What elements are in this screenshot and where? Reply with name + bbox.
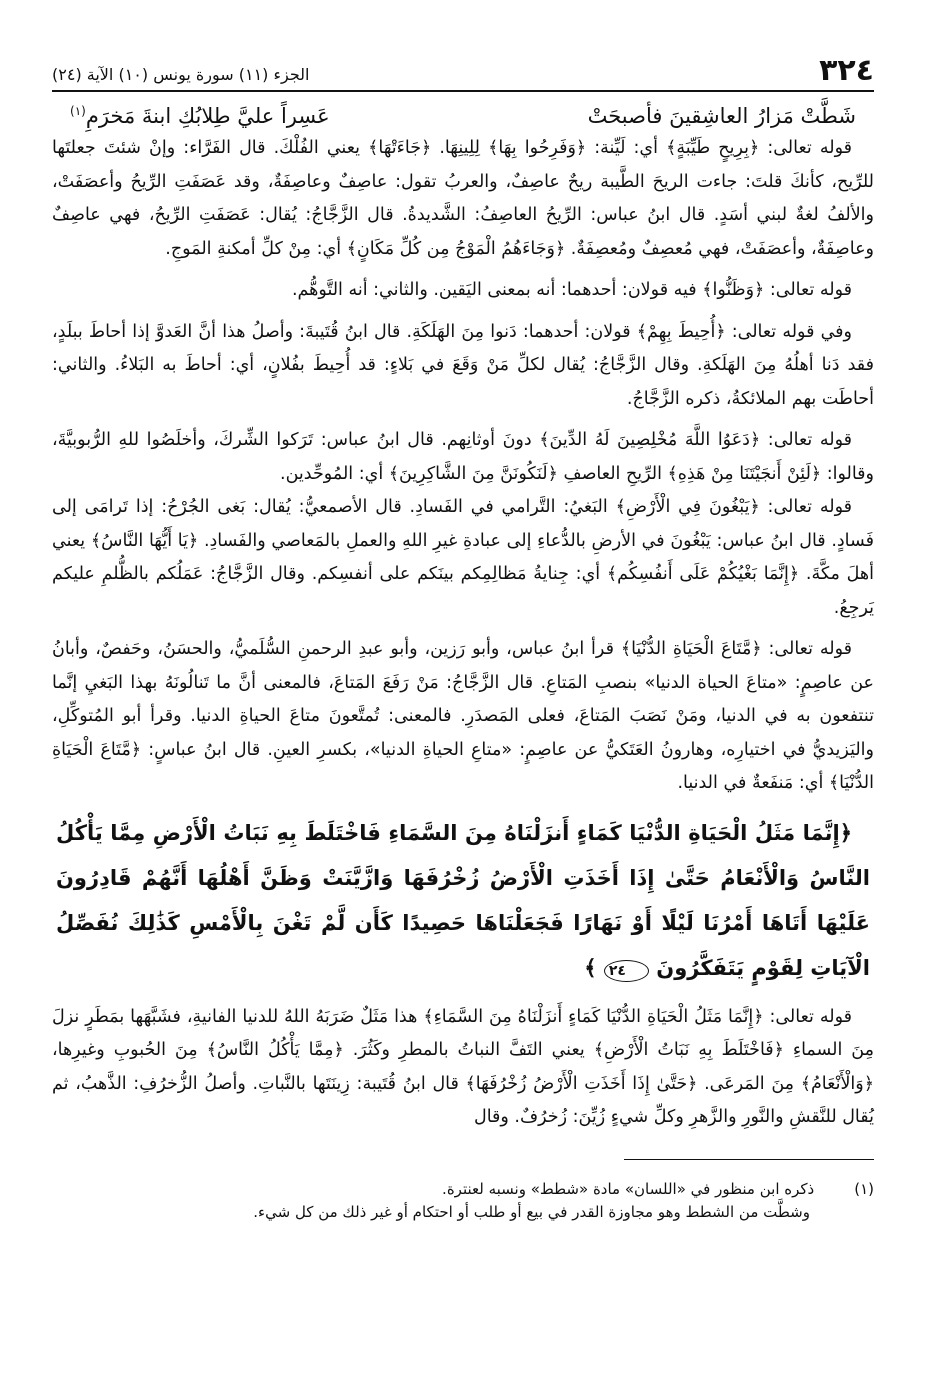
commentary-body [52,132,874,801]
commentary-body-continued [52,1001,874,1135]
paragraph: قوله تعالى: ﴿بِرِيحٍ طَيِّبَةٍ﴾ أي: لَيِّنة: ﴿وَفَرِحُوا بِهَا﴾ لِلِينِهَا. ﴿جَاءَتْهَا﴾ يعني الفُلْكَ. قال الفَرَّاء: وإنْ شئتَ جعلتَها للرِّيح، كأنكَ قلتَ: جاءت الريحَ الطَّيبة ريحٌ عاصِفٌ، والعربُ تقول: عاصِفٌ وعاصِفَةٌ، وقد عَصَفَتِ الرِّيحُ وأعصَفَتْ، والألفُ لغةٌ لبني أسَدٍ. قال ابنُ عباس: الرِّيحُ العاصِفُ: الشَّديدةُ. قال الزَّجَّاجُ: يُقال: عَصَفَتِ الرِّيحُ، فهي عاصِفٌ وعاصِفَةٌ، وأعصَفَتْ، فهي مُعصِفٌ ومُعصِفَةٌ. ﴿وَجَاءَهُمُ الْمَوْجُ مِن كُلِّ مَكَانٍ﴾ أي: مِنْ كلِّ أمكنةِ المَوجِ. [52,138,874,259]
page-header [52,40,874,92]
footnote-divider [624,1159,874,1160]
paragraph: وفي قوله تعالى: ﴿أُحِيطَ بِهِمْ﴾ قولان: أحدهما: دَنوا مِنَ الهَلَكَةِ. قال ابنُ قُتَيبةَ: وأصلُ هذا أنَّ العَدوَّ إذا أحاطَ ببلَدٍ، فقد دَنا أهلُهُ مِنَ الهَلَكةِ. وقال الزَّجَّاجُ: يُقال لكلِّ مَنْ وَقَعَ في بَلاءٍ: قد أُحِيطَ بفُلانٍ، أي: أحاطَ به البَلاءُ. والثاني: أحاطَت بهم الملائكةُ، ذكره الزَّجَّاجُ. [52,321,874,409]
paragraph: قوله تعالى: ﴿وَظَنُّوا﴾ فيه قولان: أحدهما: أنه بمعنى اليَقين. والثاني: أنه التَّوهُّم. [291,280,852,300]
verse-left-hemistich: عَسِراً عليَّ طِلابُكِ ابنةَ مَخرَمِ$^{(١)}$ [70,104,330,128]
running-title: الجزء (١١) سورة يونس (١٠) الآية (٢٤) [52,65,310,84]
quran-verse-block [56,811,870,991]
quran-verse-text: ﴿إِنَّمَا مَثَلُ الْحَيَاةِ الدُّنْيَا كَمَاءٍ أَنزَلْنَاهُ مِنَ السَّمَاءِ فَاخْتَلَطَ بِهِ نَبَاتُ الْأَرْضِ مِمَّا يَأْكُلُ النَّاسُ وَالْأَنْعَامُ حَتَّىٰ إِذَا أَخَذَتِ الْأَرْضُ زُخْرُفَهَا وَازَّيَّنَتْ وَظَنَّ أَهْلُهَا أَنَّهُمْ قَادِرُونَ عَلَيْهَا أَتَاهَا أَمْرُنَا لَيْلًا أَوْ نَهَارًا فَجَعَلْنَاهَا حَصِيدًا كَأَن لَّمْ تَغْنَ بِالْأَمْسِ كَذَٰلِكَ نُفَصِّلُ الْآيَاتِ لِقَوْمٍ يَتَفَكَّرُونَ [56,820,870,980]
ayah-number: ٢٤ [604,960,649,982]
paragraph: قوله تعالى: ﴿دَعَوُا اللَّهَ مُخْلِصِينَ لَهُ الدِّينَ﴾ دونَ أوثانِهم. قال ابنُ عباس: تَرَكوا الشِّركَ، وأخلَصُوا للهِ الرُّبوبيَّةَ، وقالوا: ﴿لَئِنْ أَنجَيْتَنَا مِنْ هَذِهِ﴾ الرِّيحِ العاصفِ ﴿لَنَكُونَنَّ مِنَ الشَّاكِرِينَ﴾ أي: المُوحِّدين. [52,430,874,484]
footnotes [52,1178,874,1224]
poetry-verse [70,104,856,128]
paragraph: قوله تعالى: ﴿إِنَّمَا مَثَلُ الْحَيَاةِ الدُّنْيَا كَمَاءٍ أَنزَلْنَاهُ مِنَ السَّمَاءِ﴾ هذا مَثَلٌ ضَرَبَهُ اللهُ للدنيا الفانيةِ، فشَبَّهَها بمَطَرٍ نزلَ مِنَ السماءِ ﴿فَاخْتَلَطَ بِهِ نَبَاتُ الْأَرْضِ﴾ يعني التَفَّ النباتُ بالمطرِ وكَثُرَ. ﴿مِمَّا يَأْكُلُ النَّاسُ﴾ مِنَ الحُبوبِ وغيرِها، ﴿وَالْأَنْعَامُ﴾ مِنَ المَرعَى. ﴿حَتَّىٰ إِذَا أَخَذَتِ الْأَرْضُ زُخْرُفَهَا﴾ قال ابنُ قُتَيبة: زِينَتَها بالنَّباتِ. وأصلُ الزُّخرُفِ: الذَّهبُ، ثم يُقال للنَّقشِ والنَّورِ والزَّهرِ وكلِّ شيءٍ زُيِّنَ: زُخرُفٌ. وقال [52,1006,874,1127]
footnote-number: (١) [854,1179,874,1198]
footnote-ref: (١) [70,104,86,118]
page [52,40,874,1224]
page-number: ٣٢٤ [819,53,874,88]
quran-verse-close: ﴾ [584,955,597,980]
paragraph: قوله تعالى: ﴿مَّتَاعَ الْحَيَاةِ الدُّنْيَا﴾ قرأ ابنُ عباس، وأبو رَزين، وأبو عبدِ الرحمنِ السُّلَميُّ، والحسَنُ، وحَفصٌ، وأبانُ عن عاصِمٍ: «متاعَ الحياة الدنيا» بنصبِ المَتاعِ. قال الزَّجَّاجُ: مَنْ رَفَعَ المَتاعَ، فالمعنى أنَّ ما تَنالُونَهُ بهذا البَغيِ إنَّما تنتفعون به في الدنيا، ومَنْ نَصَبَ المَتاعَ، فعلى المَصدَرِ. فالمعنى: تُمتَّعونَ متاعَ الحياةِ الدنيا. وقرأ أبو المُتوكِّلِ، واليَزيديُّ في اختيارِه، وهارونُ العَتَكيُّ عن عاصِمٍ: «متاعِ الحياةِ الدنيا»، بكسرِ العينِ. قال ابنُ عباسٍ: ﴿مَّتَاعَ الْحَيَاةِ الدُّنْيَا﴾ أي: مَنفَعةٌ في الدنيا. [52,639,874,793]
footnote-text: ذكره ابن منظور في «اللسان» مادة «شطط» ونسبه لعنترة. [442,1179,815,1198]
footnote-text-continued: وشطَّت من الشطط وهو مجاوزة القدر في بيع أو طلب أو احتكام أو غير ذلك من كل شيء. [253,1202,810,1221]
verse-right-hemistich: شَطَّتْ مَزارُ العاشِقينَ فأصبحَتْ [587,104,856,128]
footnote [52,1178,874,1201]
paragraph: قوله تعالى: ﴿يَبْغُونَ فِي الْأَرْضِ﴾ البَغيُ: التَّرامي في الفَسادِ. قال الأصمعيُّ: يُقال: بَغى الجُرْحُ: إذا تَرامَى إلى فَسادٍ. قال ابنُ عباس: يَبْغُونَ في الأرضِ بالدُّعاءِ إلى عبادةِ غيرِ اللهِ والعملِ بالمَعاصي والفَسادِ. ﴿يَا أَيُّهَا النَّاسُ﴾ يعني أهلَ مكَّةَ. ﴿إِنَّمَا بَغْيُكُمْ عَلَى أَنفُسِكُم﴾ أي: جِنايةُ مَظالِمِكم بينَكم على أنفسِكم. وقال الزَّجَّاجُ: عَمَلُكم بالظُّلمِ عليكم يَرجِعُ. [52,497,874,618]
